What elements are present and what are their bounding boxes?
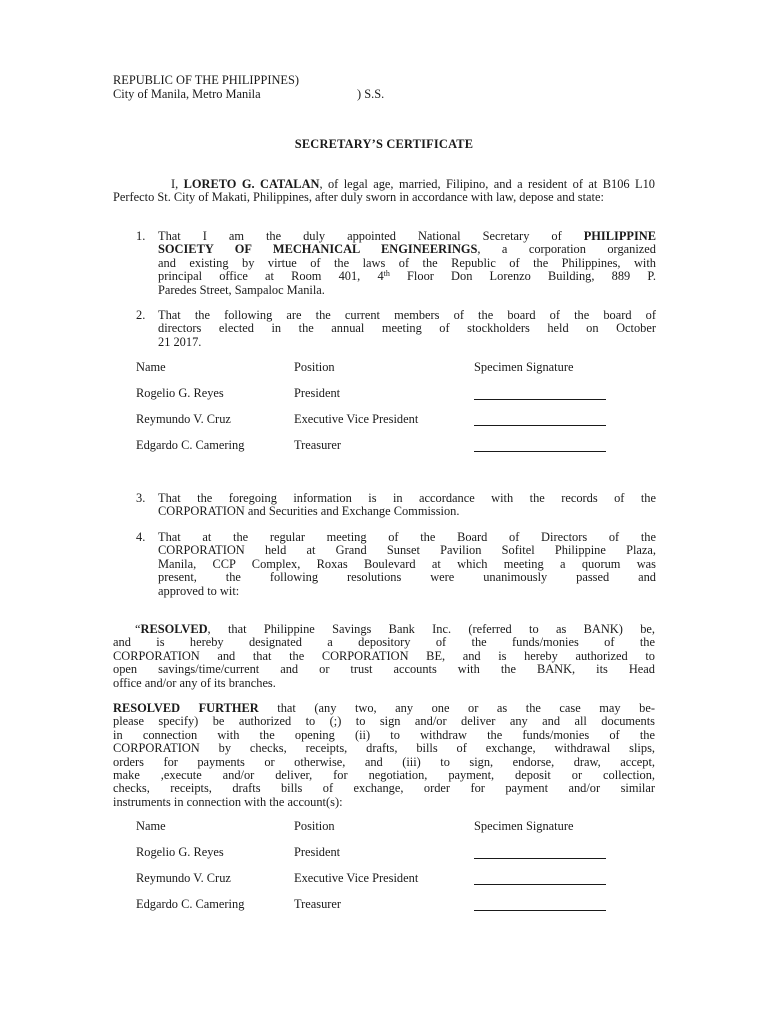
item-number: 2. xyxy=(136,308,146,322)
table-header-row xyxy=(136,820,616,846)
officer-name: Rogelio G. Reyes xyxy=(136,386,224,400)
item-line: That the following are the current members of the board of the board of xyxy=(158,308,656,322)
resolution-text: , that Philippine Savings Bank Inc. (referred to as BANK) be, xyxy=(207,622,655,636)
open-quote: “ xyxy=(135,622,141,636)
item-line xyxy=(158,230,656,243)
intro-paragraph xyxy=(113,178,655,205)
officer-name: Edgardo C. Camering xyxy=(136,438,245,452)
resolution-line: please specify) be authorized to (;) to sign and/or deliver any and all documents xyxy=(113,714,655,729)
item-line: 21 2017. xyxy=(158,334,202,349)
officer-position: President xyxy=(294,386,341,400)
officer-position: Executive Vice President xyxy=(294,412,419,426)
item-number: 3. xyxy=(136,491,146,505)
resolution-line: instruments in connection with the account(s): xyxy=(113,794,343,809)
table-row xyxy=(136,872,616,898)
society-name-part1: PHILIPPINE xyxy=(583,229,656,243)
signature-line xyxy=(474,846,606,859)
item-text: , a corporation organized xyxy=(477,242,656,257)
resolution-text: that (any two, any one or as the case may be- xyxy=(258,701,655,715)
item-line: CORPORATION and Securities and Exchange Commission. xyxy=(158,504,460,519)
officer-name: Reymundo V. Cruz xyxy=(136,871,231,885)
item-body xyxy=(158,309,656,349)
venue-ss: ) S.S. xyxy=(357,87,385,101)
authorized-signatories-table xyxy=(136,820,616,924)
item-line: and existing by virtue of the laws of the Republic of the Philippines, with xyxy=(158,255,656,270)
venue-city: City of Manila, Metro Manila xyxy=(113,87,261,101)
officer-position: Treasurer xyxy=(294,897,342,911)
item-text: principal office at Room 401, 4 xyxy=(158,269,384,284)
resolution-line xyxy=(113,702,655,715)
item-text: Floor Don Lorenzo Building, 889 P. xyxy=(389,269,656,284)
signature-line xyxy=(474,387,606,400)
officer-name: Edgardo C. Camering xyxy=(136,897,245,911)
signature-line xyxy=(474,413,606,426)
resolved-keyword: RESOLVED xyxy=(140,622,208,636)
intro-prefix: I, xyxy=(171,177,184,191)
document-title: SECRETARY’S CERTIFICATE xyxy=(294,137,474,151)
table-row xyxy=(136,898,616,924)
col-signature-header: Specimen Signature xyxy=(474,819,574,833)
venue-header xyxy=(113,74,413,102)
venue-city-line xyxy=(113,88,413,102)
table-row xyxy=(136,413,616,439)
item-line: present, the following resolutions were unanimously passed and xyxy=(158,570,656,585)
officer-name: Reymundo V. Cruz xyxy=(136,412,231,426)
ordinal-suffix: th xyxy=(383,269,390,279)
affiant-name: LORETO G. CATALAN xyxy=(183,177,320,191)
col-name-header: Name xyxy=(136,819,166,833)
resolution-line: CORPORATION and that the CORPORATION BE, and is hereby authorized to xyxy=(113,648,655,663)
col-name-header: Name xyxy=(136,360,166,374)
item-number: 1. xyxy=(136,229,146,243)
item-line: Manila, CCP Complex, Roxas Boulevard at which meeting a quorum was xyxy=(158,556,656,571)
item-line: That at the regular meeting of the Board of Directors of the xyxy=(158,530,656,544)
item-body xyxy=(158,230,656,297)
resolution-line: CORPORATION by checks, receipts, drafts, bills of exchange, withdrawal slips, xyxy=(113,741,655,756)
item-line: CORPORATION held at Grand Sunset Pavilion Sofitel Philippine Plaza, xyxy=(158,543,656,558)
col-position-header: Position xyxy=(294,360,335,374)
item-text: That I am the duly appointed National Secretary of xyxy=(158,229,584,243)
item-line: Paredes Street, Sampaloc Manila. xyxy=(158,282,325,297)
society-name-part2: SOCIETY OF MECHANICAL ENGINEERINGS xyxy=(158,242,478,257)
officer-position: President xyxy=(294,845,341,859)
col-signature-header: Specimen Signature xyxy=(474,360,574,374)
officer-position: Executive Vice President xyxy=(294,871,419,885)
table-row xyxy=(136,439,616,465)
table-row xyxy=(136,387,616,413)
resolved-further-keyword: RESOLVED FURTHER xyxy=(113,701,259,715)
signature-line xyxy=(474,898,606,911)
resolution-line: open savings/time/current and or trust accounts with the BANK, its Head xyxy=(113,662,655,677)
item-body xyxy=(158,531,656,598)
intro-text: , of legal age, married, Filipino, and a resident of at B106 L10 Perfecto St. City of Makati, Philippines, after duly sworn in accordance with law, depose and state: xyxy=(113,177,655,205)
signature-line xyxy=(474,872,606,885)
item-line: approved to wit: xyxy=(158,583,240,598)
resolution-line: office and/or any of its branches. xyxy=(113,675,276,690)
item-number: 4. xyxy=(136,530,146,544)
resolution-line xyxy=(113,623,655,636)
resolution-line: make ,execute and/or deliver, for negotiation, payment, deposit or collection, xyxy=(113,768,655,783)
item-line: directors elected in the annual meeting of stockholders held on October xyxy=(158,321,656,336)
table-row xyxy=(136,846,616,872)
item-line xyxy=(158,270,656,283)
resolution-line: and is hereby designated a depository of the funds/monies of the xyxy=(113,635,655,650)
item-body xyxy=(158,492,656,519)
venue-republic: REPUBLIC OF THE PHILIPPINES) xyxy=(113,73,299,87)
resolution-line: checks, receipts, drafts bills of exchange, order for payment and/or similar xyxy=(113,781,655,796)
officer-name: Rogelio G. Reyes xyxy=(136,845,224,859)
col-position-header: Position xyxy=(294,819,335,833)
resolution-1 xyxy=(113,623,655,690)
board-table xyxy=(136,361,616,465)
resolution-line: in connection with the opening (ii) to withdraw the funds/monies of the xyxy=(113,727,655,742)
signature-line xyxy=(474,439,606,452)
table-header-row xyxy=(136,361,616,387)
officer-position: Treasurer xyxy=(294,438,342,452)
item-line: That the foregoing information is in accordance with the records of the xyxy=(158,491,656,505)
resolution-2 xyxy=(113,702,655,809)
item-line xyxy=(158,243,656,256)
resolution-line: orders for payments or otherwise, and (iii) to sign, endorse, draw, accept, xyxy=(113,754,655,769)
